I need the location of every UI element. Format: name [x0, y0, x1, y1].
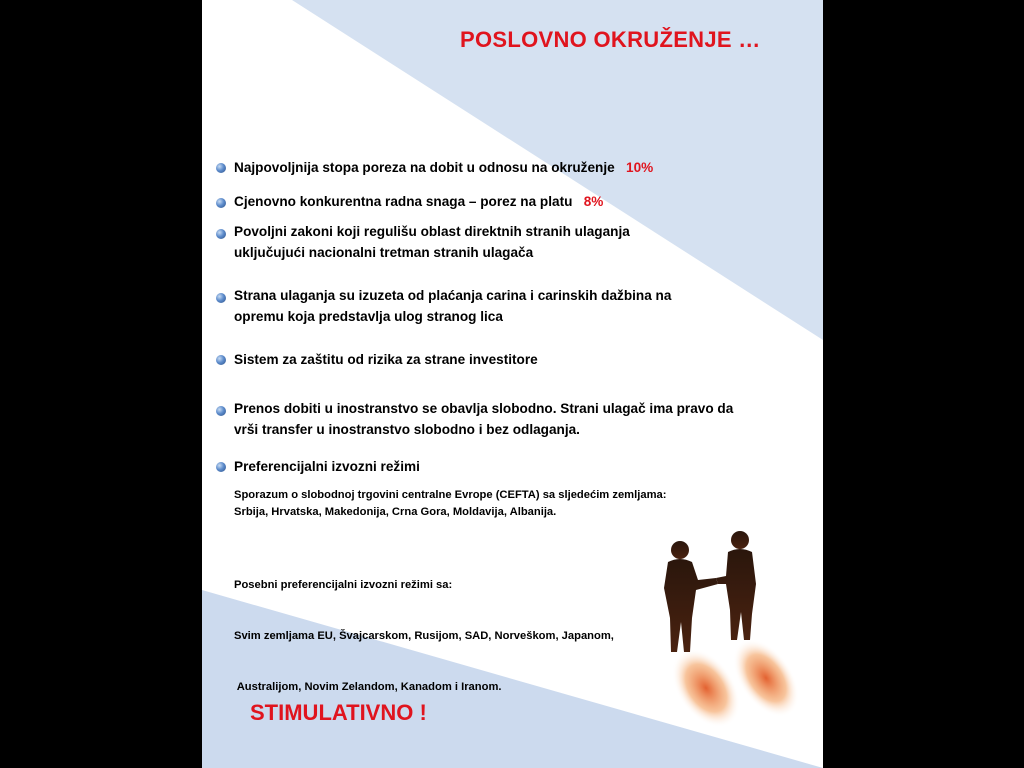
person-right-silhouette	[716, 531, 756, 640]
bullet-icon	[216, 355, 226, 365]
slide-title: POSLOVNO OKRUŽENJE …	[460, 27, 761, 52]
bullet-text: Najpovoljnija stopa poreza na dobit u odnosu na okruženje	[234, 160, 615, 175]
bullet-line: Prenos dobiti u inostranstvo se obavlja slobodno. Strani ulagač ima pravo da	[234, 401, 734, 416]
cefta-countries: Srbija, Hrvatska, Makedonija, Crna Gora, Moldavija, Albanija.	[234, 506, 557, 518]
bullet-icon	[216, 406, 226, 416]
bullet-icon	[216, 462, 226, 472]
cefta-line: Sporazum o slobodnoj trgovini centralne Evrope (CEFTA) sa sljedećim zemljama:	[234, 489, 667, 501]
bullet-icon	[216, 198, 226, 208]
bullet-item	[234, 349, 538, 370]
bullet-item	[234, 191, 603, 212]
bullet-icon	[216, 229, 226, 239]
bullet-line: Strana ulaganja su izuzeta od plaćanja carina i carinskih dažbina na	[234, 288, 672, 303]
bullet-item	[234, 285, 671, 327]
bullet-item	[234, 456, 420, 477]
bullet-text: Sistem za zaštitu od rizika za strane investitore	[234, 352, 538, 367]
preferential-line: Australijom, Novim Zelandom, Kanadom i Iranom.	[234, 681, 502, 693]
bullet-line: uključujući nacionalni tretman stranih ulagača	[234, 245, 534, 260]
bullet-icon	[216, 293, 226, 303]
bullet-text: Cjenovno konkurentna radna snaga – porez na platu	[234, 194, 573, 209]
bullet-item	[234, 398, 733, 440]
slide	[202, 0, 823, 768]
closing-slogan: STIMULATIVNO !	[250, 700, 427, 725]
cefta-block	[234, 487, 666, 521]
bullet-line: Povoljni zakoni koji regulišu oblast direktnih stranih ulaganja	[234, 224, 630, 239]
handshake-silhouette-illustration	[646, 528, 822, 738]
bullet-line: opremu koja predstavlja ulog stranog lica	[234, 309, 503, 324]
bullet-line: vrši transfer u inostranstvo slobodno i bez odlaganja.	[234, 422, 580, 437]
payroll-tax-value: 8%	[583, 194, 604, 209]
bullet-item	[234, 157, 653, 178]
preferential-line: Svim zemljama EU, Švajcarskom, Rusijom, SAD, Norveškom, Japanom,	[234, 630, 614, 642]
bullet-icon	[216, 163, 226, 173]
bullet-text: Preferencijalni izvozni režimi	[234, 459, 420, 474]
bullet-item	[234, 221, 630, 263]
person-left-silhouette	[664, 541, 718, 652]
preferential-line: Posebni preferencijalni izvozni režimi sa:	[234, 579, 453, 591]
tax-rate-value: 10%	[626, 160, 654, 175]
